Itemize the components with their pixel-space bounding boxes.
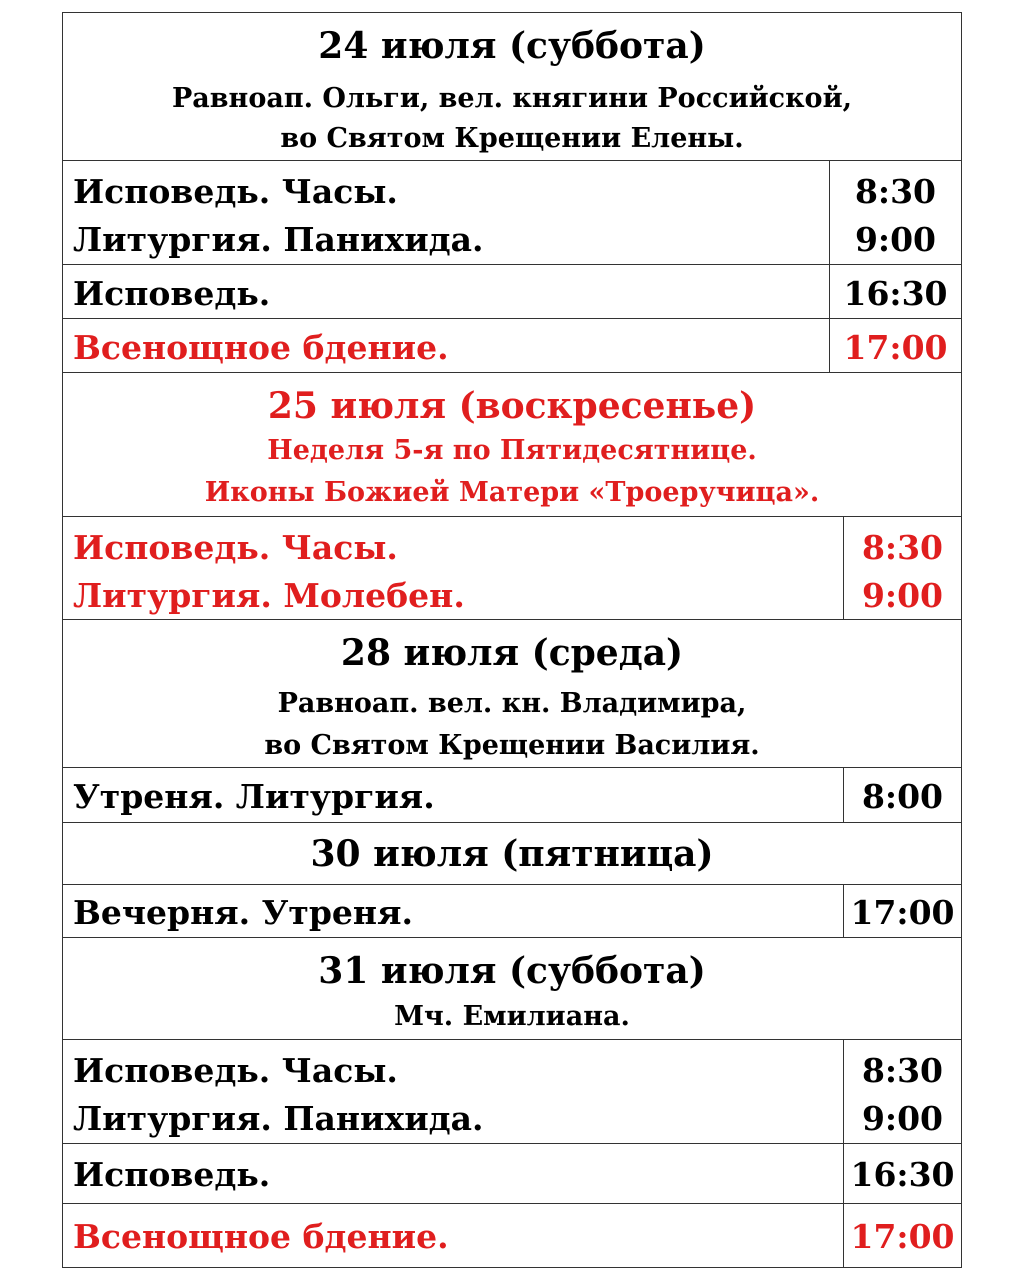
service-row <box>63 319 961 373</box>
day-feast-line: во Святом Крещении Василия. <box>264 730 760 761</box>
day-feast-line: Равноап. Ольги, вел. княгини Российской, <box>172 83 852 114</box>
service-time-cell <box>843 1204 961 1267</box>
day-date: 30 июля (пятница) <box>310 833 714 875</box>
day-date: 28 июля (среда) <box>340 632 684 674</box>
day-header <box>63 13 961 161</box>
service-time: 8:30 <box>861 528 944 567</box>
service-row <box>63 517 961 620</box>
day-feast-line: Иконы Божией Матери «Троеручица». <box>204 477 820 508</box>
service-row <box>63 265 961 319</box>
day-date: 24 июля (суббота) <box>318 25 706 67</box>
service-name: Всенощное бдение. <box>73 1217 449 1256</box>
service-name: Литургия. Молебен. <box>73 576 465 615</box>
schedule-table <box>62 12 962 1268</box>
day-date: 25 июля (воскресенье) <box>267 385 757 427</box>
day-feast-line: во Святом Крещении Елены. <box>280 123 744 154</box>
service-name: Всенощное бдение. <box>73 328 449 367</box>
service-name: Исповедь. <box>73 1155 271 1194</box>
service-time: 16:30 <box>850 1155 955 1194</box>
day-header <box>63 620 961 768</box>
service-row <box>63 1204 961 1267</box>
service-row <box>63 885 961 938</box>
day-feast-line: Равноап. вел. кн. Владимира, <box>277 688 747 719</box>
service-time: 17:00 <box>843 328 948 367</box>
service-time-cell <box>829 265 961 318</box>
service-time-cell <box>829 161 961 264</box>
service-name: Исповедь. Часы. <box>73 1051 398 1090</box>
service-time: 9:00 <box>861 576 944 615</box>
service-name: Вечерня. Утреня. <box>73 893 413 932</box>
service-name: Исповедь. <box>73 274 271 313</box>
day-feast-line: Мч. Емилиана. <box>394 1001 630 1032</box>
service-time-cell <box>843 885 961 937</box>
day-feast-line: Неделя 5-я по Пятидесятнице. <box>267 435 757 466</box>
service-time-cell <box>829 319 961 372</box>
service-time: 8:00 <box>861 777 944 816</box>
service-time: 9:00 <box>861 1099 944 1138</box>
day-header <box>63 373 961 517</box>
day-date: 31 июля (суббота) <box>318 950 706 992</box>
service-row <box>63 1144 961 1204</box>
service-time: 17:00 <box>850 1217 955 1256</box>
service-time: 16:30 <box>843 274 948 313</box>
day-header <box>63 823 961 885</box>
service-time: 9:00 <box>854 220 937 259</box>
service-row <box>63 161 961 265</box>
service-row <box>63 768 961 823</box>
service-time: 17:00 <box>850 893 955 932</box>
service-time-cell <box>843 768 961 822</box>
service-time: 8:30 <box>861 1051 944 1090</box>
service-time-cell <box>843 1144 961 1203</box>
service-time: 8:30 <box>854 172 937 211</box>
service-name: Литургия. Панихида. <box>73 1099 484 1138</box>
service-row <box>63 1040 961 1144</box>
service-name: Исповедь. Часы. <box>73 172 398 211</box>
service-name: Исповедь. Часы. <box>73 528 398 567</box>
service-time-cell <box>843 1040 961 1143</box>
service-time-cell <box>843 517 961 619</box>
service-name: Литургия. Панихида. <box>73 220 484 259</box>
service-name: Утреня. Литургия. <box>73 777 435 816</box>
day-header <box>63 938 961 1040</box>
